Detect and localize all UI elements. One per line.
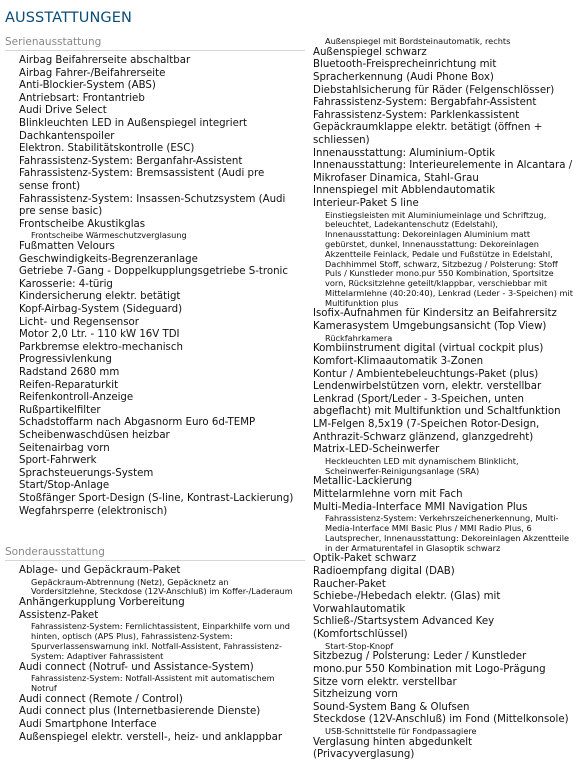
item-text: Kontur / Ambientebeleuchtungs-Paket (plus) [313, 368, 539, 380]
list-item [313, 737, 575, 762]
list-item [19, 719, 297, 732]
list-item [313, 579, 575, 592]
list-item [19, 443, 297, 456]
item-text: Fahrassistenz-System: Parklenkassistent [313, 109, 520, 121]
list-item [313, 47, 575, 60]
item-detail: Fahrassistenz-System: Verkehrszeichenerkennung, Multi-Media-Interface MMI Basic Plus / MMI Radio Plus, 6 Lautsprecher, Innenausstattung: Dekoreinlagen Akzentteile in der Armaturentafel in Glasoptik schwarz [325, 513, 570, 553]
list-item [19, 118, 297, 131]
item-text: Komfort-Klimaautomatik 3-Zonen [313, 356, 484, 368]
item-text: Innenausstattung: Interieurelemente in Alcantara / Mikrofaser Dinamica, Stahl-Grau [313, 160, 573, 184]
list-item [313, 110, 575, 123]
list-item [19, 455, 297, 468]
item-text: Optik-Paket schwarz [313, 553, 417, 565]
serien-list [19, 55, 297, 518]
list-item [313, 553, 575, 566]
item-text: Audi connect (Remote / Control) [19, 693, 183, 705]
section-divider [5, 50, 305, 51]
item-text: Anhängerkupplung Vorbereitung [19, 597, 185, 609]
item-detail: Außenspiegel mit Bordsteinautomatik, rechts [325, 36, 511, 46]
item-text: Airbag Beifahrerseite abschaltbar [19, 55, 191, 66]
list-item [19, 565, 297, 597]
list-item [19, 380, 297, 393]
item-text: Motor 2,0 Ltr. - 110 kW 16V TDI [19, 329, 180, 341]
item-text: Sound-System Bang & Olufsen [313, 701, 470, 713]
list-item [19, 266, 297, 279]
list-item [19, 480, 297, 493]
section-label-sonder: Sonderausstattung [5, 546, 105, 558]
item-text: Airbag Fahrer-/Beifahrerseite [19, 67, 166, 79]
item-text: Diebstahlsicherung für Räder (Felgenschlösser) [313, 84, 555, 96]
list-item [19, 168, 297, 193]
list-item [313, 714, 575, 736]
item-text: Sitzbezug / Polsterung: Leder / Kunstleder mono.pur 550 Kombination mit Logo-Prägung [313, 651, 546, 675]
item-text: Lendenwirbelstützen vorn, elektr. verstellbar [313, 381, 542, 393]
item-text: Lenkrad (Sport/Leder - 3-Speichen, unten abgeflacht) mit Multifunktion und Schaltfunktion [313, 393, 561, 418]
item-detail: Rückfahrkamera [325, 332, 393, 343]
item-text: Fahrassistenz-System: Insassen-Schutzsystem (Audi pre sense basic) [19, 193, 286, 218]
item-text: Schadstoffarm nach Abgasnorm Euro 6d-TEMP [19, 417, 256, 429]
section-divider [5, 560, 305, 561]
item-text: Radioempfang digital (DAB) [313, 565, 455, 577]
list-item [313, 651, 575, 676]
list-item [313, 502, 575, 554]
list-item [19, 694, 297, 707]
item-text: Sprachsteuerungs-System [19, 467, 154, 479]
list-item [19, 68, 297, 81]
item-text: Frontscheibe Akustikglas [19, 218, 146, 230]
item-text: Audi connect (Notruf- und Assistance-System) [19, 661, 254, 673]
list-item [19, 194, 297, 219]
list-item [313, 59, 575, 84]
item-detail: Fahrassistenz-System: Notfall-Assistent mit automatischem Notruf [31, 673, 275, 693]
item-text: Reifen-Reparaturkit [19, 379, 119, 391]
list-item [313, 394, 575, 419]
item-text: Fahrassistenz-System: Bergabfahr-Assistent [313, 97, 537, 109]
sonder-list [19, 565, 297, 744]
item-text: Interieur-Paket S line [313, 197, 419, 209]
item-text: Gepäckraumklappe elektr. betätigt (öffnen + schliessen) [313, 122, 543, 146]
item-text: LM-Felgen 8,5x19 (7-Speichen Rotor-Design, Anthrazit-Schwarz glänzend, glanzgedreht) [313, 419, 540, 443]
item-text: Anti-Blockier-System (ABS) [19, 80, 156, 92]
section-label-serien: Serienausstattung [5, 36, 102, 48]
list-item [19, 732, 297, 745]
list-item [313, 97, 575, 110]
list-item [313, 369, 575, 382]
right-list [313, 37, 575, 762]
list-item [313, 689, 575, 702]
list-item [313, 476, 575, 489]
list-item [19, 93, 297, 106]
list-item [313, 381, 575, 394]
list-item [19, 55, 297, 68]
list-item [19, 430, 297, 443]
list-item [313, 148, 575, 161]
list-item [19, 131, 297, 144]
item-text: Kombiinstrument digital (virtual cockpit plus) [313, 343, 544, 355]
list-item [313, 444, 575, 476]
item-text: Multi-Media-Interface MMI Navigation Plus [313, 501, 528, 513]
item-text: Schiebe-/Hebedach elektr. (Glas) mit Vorwahlautomatik [313, 591, 501, 615]
list-item [313, 321, 575, 343]
item-text: Innenspiegel mit Abblendautomatik [313, 185, 496, 197]
list-item [19, 80, 297, 93]
item-text: Matrix-LED-Scheinwerfer [313, 444, 440, 456]
list-item [313, 566, 575, 579]
list-item [313, 37, 575, 47]
item-text: Metallic-Lackierung [313, 476, 413, 488]
list-item [313, 419, 575, 444]
list-item [19, 219, 297, 241]
list-item [19, 317, 297, 330]
list-item [313, 198, 575, 309]
list-item [19, 493, 297, 506]
list-item [313, 616, 575, 651]
item-text: Audi Smartphone Interface [19, 718, 157, 730]
item-detail: Einstiegsleisten mit Aluminiumeinlage und Schriftzug, beleuchtet, Ladekantenschutz (Edelstahl), Innenausstattung: Dekoreinlagen Aluminium matt gebürstet, dunkel, Innenausstattung: Dekoreinlagen Akzentteile Feinlack, Pedale und Fußstütze in Edelstahl, Dachhimmel Stoff, schwarz, Sitzbezug / Polsterung: Stoff Puls / Kunstleder mono.pur 550 Kombination, Sportsitze vorn, Rücksitzlehne geteilt/klappbar, verschiebbar mit Mittelarmlehne (40:20:40), Lenkrad (Leder - 3-Speichen) mit Multifunktion plus [325, 209, 574, 308]
list-item [313, 160, 575, 185]
item-text: Steckdose (12V-Anschluß) im Fond (Mittelkonsole) [313, 714, 569, 726]
list-item [19, 279, 297, 292]
list-item [19, 254, 297, 267]
item-text: Verglasung hinten abgedunkelt (Privacyverglasung) [313, 736, 473, 761]
item-text: Assistenz-Paket [19, 609, 99, 621]
list-item [19, 662, 297, 694]
list-item [313, 591, 575, 616]
item-text: Geschwindigkeits-Begrenzeranlage [19, 253, 198, 265]
item-detail: Gepäckraum-Abtrennung (Netz), Gepäcknetz an Vordersitzlehne, Steckdose (12V-Anschluß) im Koffer-/Laderaum [31, 576, 293, 597]
item-text: Blinkleuchten LED in Außenspiegel integriert [19, 117, 248, 129]
item-text: Elektron. Stabilitätskontrolle (ESC) [19, 143, 195, 155]
item-text: Start/Stop-Anlage [19, 480, 110, 492]
item-text: Audi connect plus (Internetbasierende Dienste) [19, 706, 261, 718]
list-item [19, 610, 297, 662]
item-text: Scheibenwaschdüsen heizbar [19, 430, 170, 442]
item-text: Radstand 2680 mm [19, 367, 120, 379]
item-text: Kopf-Airbag-System (Sideguard) [19, 304, 183, 316]
list-item [19, 105, 297, 118]
item-text: Fahrassistenz-System: Berganfahr-Assistent [19, 155, 243, 167]
item-text: Reifenkontroll-Anzeige [19, 392, 134, 404]
item-detail: Fahrassistenz-System: Fernlichtassistent, Einparkhilfe vorn und hinten, optisch (APS Plus), Fahrassistenz-System: Spurverlassenswarnung inkl. Notfall-Assistent, Fahrassistenz-System: Adaptiver Fahrassistent [31, 621, 290, 661]
list-item [19, 342, 297, 355]
list-item [19, 354, 297, 367]
list-item [19, 156, 297, 169]
item-text: Sport-Fahrwerk [19, 455, 97, 467]
list-item [19, 597, 297, 610]
item-text: Sitze vorn elektr. verstellbar [313, 676, 457, 688]
item-text: Rußpartikelfilter [19, 404, 101, 416]
item-text: Licht- und Regensensor [19, 316, 139, 328]
list-item [19, 392, 297, 405]
list-item [313, 185, 575, 198]
list-item [313, 85, 575, 98]
item-text: Bluetooth-Freisprecheinrichtung mit Spracherkennung (Audi Phone Box) [313, 59, 497, 83]
item-text: Raucher-Paket [313, 578, 386, 590]
list-item [19, 468, 297, 481]
list-item [19, 143, 297, 156]
item-text: Progressivlenkung [19, 354, 112, 366]
item-text: Außenspiegel schwarz [313, 46, 427, 58]
item-text: Karosserie: 4-türig [19, 278, 113, 290]
item-text: Kindersicherung elektr. betätigt [19, 291, 181, 303]
item-text: Fahrassistenz-System: Bremsassistent (Audi pre sense front) [19, 168, 265, 192]
list-item [313, 356, 575, 369]
list-item [19, 417, 297, 430]
item-text: Seitenairbag vorn [19, 442, 110, 454]
list-item [313, 122, 575, 147]
page-title: AUSSTATTUNGEN [5, 10, 132, 26]
list-item [313, 677, 575, 690]
item-text: Schließ-/Startsystem Advanced Key (Komfortschlüssel) [313, 616, 495, 640]
item-text: Kamerasystem Umgebungsansicht (Top View) [313, 321, 547, 333]
item-text: Audi Drive Select [19, 105, 107, 117]
list-item [313, 489, 575, 502]
list-item [19, 506, 297, 519]
item-text: Sitzheizung vorn [313, 689, 398, 701]
list-item [19, 367, 297, 380]
list-item [19, 304, 297, 317]
item-text: Parkbremse elektro-mechanisch [19, 341, 183, 353]
item-text: Fußmatten Velours [19, 241, 115, 253]
list-item [313, 343, 575, 356]
item-text: Ablage- und Gepäckraum-Paket [19, 565, 181, 576]
item-text: Getriebe 7-Gang - Doppelkupplungsgetriebe S-tronic [19, 266, 288, 278]
list-item [19, 405, 297, 418]
item-text: Stoßfänger Sport-Design (S-line, Kontrast-Lackierung) [19, 492, 294, 504]
item-text: Mittelarmlehne vorn mit Fach [313, 489, 463, 500]
item-detail: Start-Stop-Knopf [325, 640, 394, 651]
item-detail: Frontscheibe Wärmeschutzverglasung [31, 230, 187, 241]
item-text: Antriebsart: Frontantrieb [19, 92, 145, 104]
item-text: Innenausstattung: Aluminium-Optik [313, 147, 496, 159]
item-detail: Heckleuchten LED mit dynamischem Blinklicht, Scheinwerfer-Reinigungsanlage (SRA) [325, 455, 519, 476]
list-item [313, 308, 575, 321]
list-item [19, 706, 297, 719]
item-text: Isofix-Aufnahmen für Kindersitz an Beifahrersitz [313, 308, 557, 320]
item-detail: USB-Schnittstelle für Fondpassagiere [325, 725, 477, 736]
list-item [19, 291, 297, 304]
list-item [19, 241, 297, 254]
list-item [313, 702, 575, 715]
item-text: Außenspiegel elektr. verstell-, heiz- und anklappbar [19, 731, 283, 743]
list-item [19, 329, 297, 342]
item-text: Dachkantenspoiler [19, 130, 115, 142]
item-text: Wegfahrsperre (elektronisch) [19, 505, 168, 517]
